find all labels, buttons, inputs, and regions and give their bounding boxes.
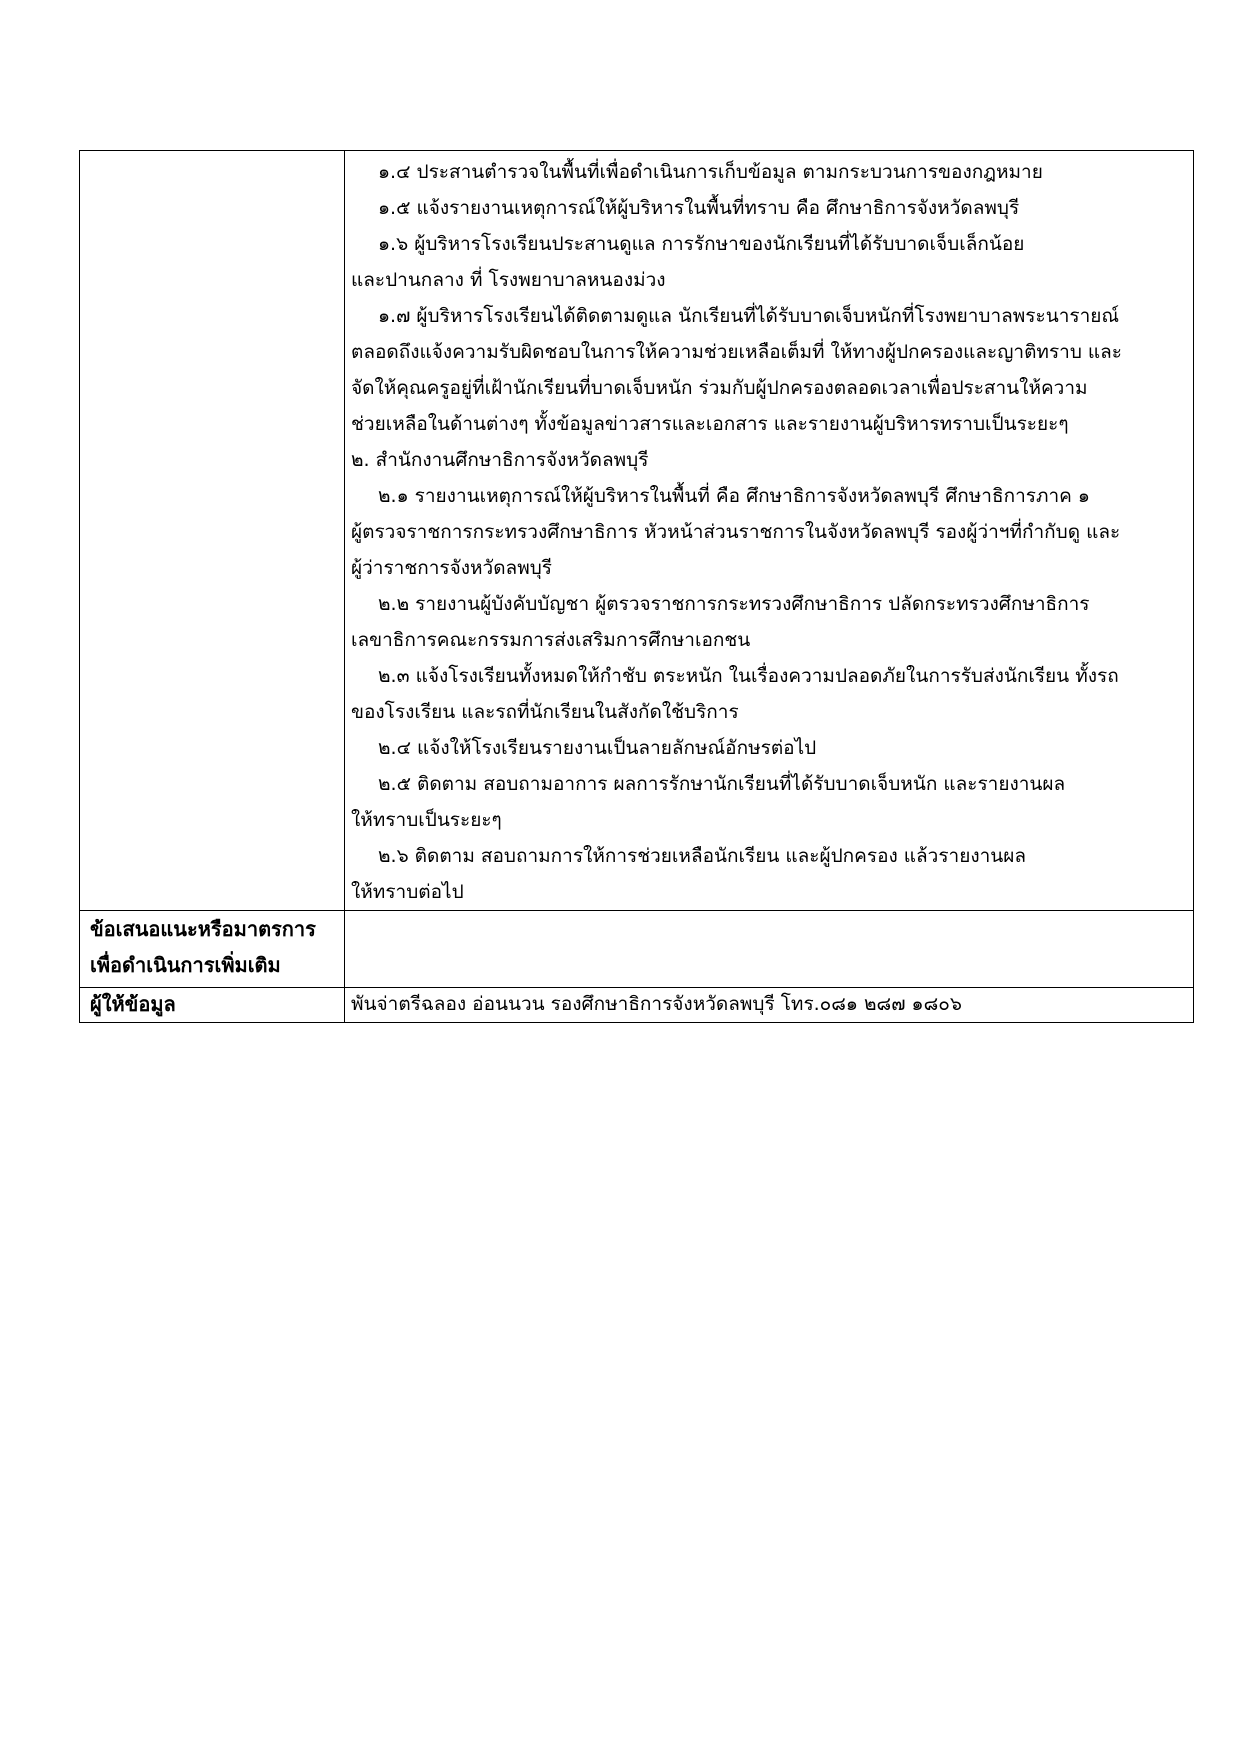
paragraph-2-6: ๒.๖ ติดตาม สอบถามการให้การช่วยเหลือนักเรียน และผู้ปกครอง แล้วรายงานผล <box>378 845 1027 867</box>
paragraph-2-2-cont: เลขาธิการคณะกรรมการส่งเสริมการศึกษาเอกชน <box>351 629 751 651</box>
paragraph-1-7: ๑.๗ ผู้บริหารโรงเรียนได้ติดตามดูแล นักเรียนที่ได้รับบาดเจ็บหนักที่โรงพยาบาลพระนารายณ์ <box>378 305 1120 327</box>
paragraph-1-7-cont-2: จัดให้คุณครูอยู่ที่เฝ้านักเรียนที่บาดเจ็บหนัก ร่วมกับผู้ปกครองตลอดเวลาเพื่อประสานให้ความ <box>351 377 1088 399</box>
paragraph-2-5-cont: ให้ทราบเป็นระยะๆ <box>351 809 502 831</box>
suggestions-value-cell <box>345 911 1194 988</box>
suggestions-label-cell <box>80 911 345 988</box>
paragraph-2-2: ๒.๒ รายงานผู้บังคับบัญชา ผู้ตรวจราชการกระทรวงศึกษาธิการ ปลัดกระทรวงศึกษาธิการ <box>378 593 1090 615</box>
report-table <box>79 150 1194 1023</box>
paragraph-1-5: ๑.๕ แจ้งรายงานเหตุการณ์ให้ผู้บริหารในพื้นที่ทราบ คือ ศึกษาธิการจังหวัดลพบุรี <box>378 197 1020 219</box>
paragraph-2-1: ๒.๑ รายงานเหตุการณ์ให้ผู้บริหารในพื้นที่ คือ ศึกษาธิการจังหวัดลพบุรี ศึกษาธิการภาค ๑ <box>378 485 1090 507</box>
paragraph-1-7-cont-3: ช่วยเหลือในด้านต่างๆ ทั้งข้อมูลข่าวสารและเอกสาร และรายงานผู้บริหารทราบเป็นระยะๆ <box>351 413 1069 435</box>
paragraph-1-6-cont: และปานกลาง ที่ โรงพยาบาลหนองม่วง <box>351 269 666 291</box>
paragraph-2-5: ๒.๕ ติดตาม สอบถามอาการ ผลการรักษานักเรียนที่ได้รับบาดเจ็บหนัก และรายงานผล <box>378 773 1066 795</box>
actions-label-cell <box>80 151 345 911</box>
table-row-provider <box>80 988 1194 1023</box>
provider-value: พันจ่าตรีฉลอง อ่อนนวน รองศึกษาธิการจังหวัดลพบุรี โทร.๐๘๑ ๒๘๗ ๑๘๐๖ <box>345 988 1194 1023</box>
paragraph-1-4: ๑.๔ ประสานตำรวจในพื้นที่เพื่อดำเนินการเก็บข้อมูล ตามกระบวนการของกฎหมาย <box>378 161 1043 183</box>
table-row-suggestions <box>80 911 1194 988</box>
provider-label: ผู้ให้ข้อมูล <box>80 988 345 1023</box>
table-row-actions <box>80 151 1194 911</box>
actions-content-cell <box>345 151 1194 911</box>
paragraph-2-1-cont-1: ผู้ตรวจราชการกระทรวงศึกษาธิการ หัวหน้าส่วนราชการในจังหวัดลพบุรี รองผู้ว่าฯที่กำกับดู และ <box>351 521 1121 543</box>
paragraph-2-3: ๒.๓ แจ้งโรงเรียนทั้งหมดให้กำชับ ตระหนัก ในเรื่องความปลอดภัยในการรับส่งนักเรียน ทั้งรถ <box>378 665 1119 687</box>
paragraph-1-7-cont-1: ตลอดถึงแจ้งความรับผิดชอบในการให้ความช่วยเหลือเต็มที่ ให้ทางผู้ปกครองและญาติทราบ และ <box>351 341 1123 363</box>
suggestions-label-line-1: ข้อเสนอแนะหรือมาตรการ <box>90 917 316 941</box>
paragraph-2-3-cont: ของโรงเรียน และรถที่นักเรียนในสังกัดใช้บริการ <box>351 701 739 723</box>
paragraph-1-6: ๑.๖ ผู้บริหารโรงเรียนประสานดูแล การรักษาของนักเรียนที่ได้รับบาดเจ็บเล็กน้อย <box>378 233 1025 255</box>
section-2-heading: ๒. สำนักงานศึกษาธิการจังหวัดลพบุรี <box>351 449 649 471</box>
suggestions-label-line-2: เพื่อดำเนินการเพิ่มเติม <box>90 953 281 977</box>
paragraph-2-6-cont: ให้ทราบต่อไป <box>351 881 464 903</box>
paragraph-2-4: ๒.๔ แจ้งให้โรงเรียนรายงานเป็นลายลักษณ์อักษรต่อไป <box>378 737 817 759</box>
paragraph-2-1-cont-2: ผู้ว่าราชการจังหวัดลพบุรี <box>351 557 552 579</box>
